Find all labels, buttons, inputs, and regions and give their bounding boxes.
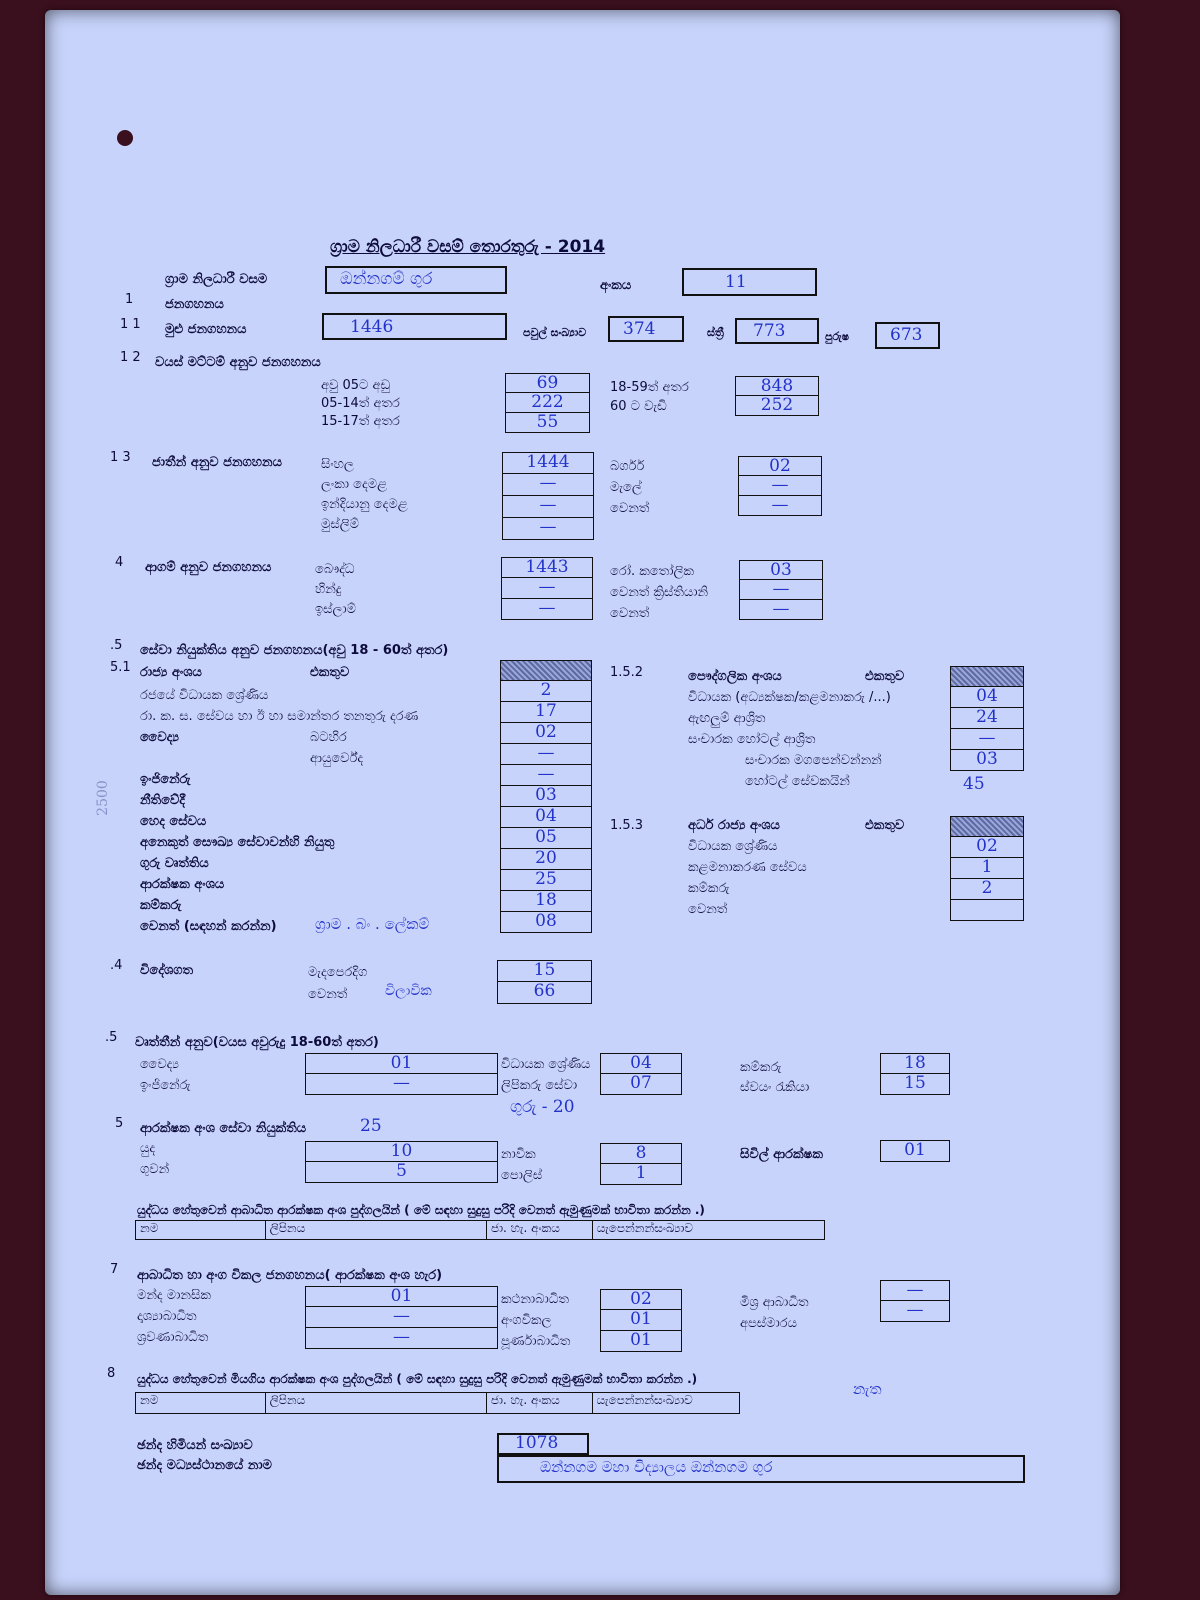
total-pop-label: මුළු ජනගහනය [165, 322, 247, 337]
religion-label: හින්දු [315, 582, 342, 597]
employment-value: — [500, 744, 592, 765]
ethnic-label: සිංහල [321, 457, 354, 472]
employment-value: 03 [500, 786, 592, 807]
families-value: 374 [623, 319, 656, 339]
security-label: යුද [140, 1141, 156, 1156]
employment-value: 04 [500, 807, 592, 828]
security-mid-column [600, 1143, 682, 1185]
civil-value: 01 [880, 1140, 950, 1162]
religion-label: වෙනත් ක්‍රිස්තියානි [610, 585, 709, 600]
foreign-value: 15 [497, 960, 592, 982]
age-column-2 [735, 376, 819, 416]
disabled-value: — [305, 1307, 498, 1328]
security-label: නාවික [501, 1147, 536, 1162]
foreign-label: වෙනත් [308, 987, 348, 1002]
age-value: 69 [505, 373, 590, 393]
ethnic-label: මැලේ [610, 480, 642, 495]
section-1-5-4-num: .4 [110, 958, 123, 973]
private-total-label: එකතුව [865, 669, 905, 684]
security-heading-value: 25 [360, 1116, 382, 1136]
employment-sublabel: බටහිර [310, 730, 347, 745]
table-header: ජා. හැ. අංකය [487, 1393, 593, 1413]
religion-value: 03 [739, 560, 823, 580]
disabled-value: — [305, 1328, 498, 1349]
sub1-num: 5.1 [110, 660, 131, 675]
state-sector-label: රාජ්‍ය අංශය [140, 665, 202, 680]
disabled-label: පූර්ණාබාධිත [501, 1334, 571, 1349]
security-value: 1 [600, 1164, 682, 1185]
employment-label: ඉංජිනේරු [140, 772, 191, 787]
section-1-4-num: 4 [115, 555, 124, 570]
ethnic-column [502, 452, 594, 540]
population-heading: ජනගහනය [165, 297, 224, 312]
religion-value: — [739, 600, 823, 620]
security-heading: ආරක්ෂක අංශ සේවා නියුක්තිය [140, 1121, 307, 1136]
religion-value: — [501, 599, 593, 620]
age-value: 252 [735, 396, 819, 416]
private-row-label: විධායක (අධ්‍යක්ෂක/කළමනාකරු /...) [688, 690, 891, 705]
division-label: ග්‍රාම නිලධාරී වසම [165, 272, 268, 287]
age-label: 15-17ත් අතර [321, 414, 400, 429]
deceased-num: 8 [107, 1366, 116, 1381]
religion-value: — [739, 580, 823, 600]
female-label: ස්ත්‍රී [707, 326, 724, 339]
section-security-num: 5 [115, 1116, 124, 1131]
employment-value: 18 [500, 891, 592, 912]
table-header: ජා. හැ. අංකය [487, 1221, 593, 1239]
table-header: යැපෙන්නන්සංඛ්‍යාව [596, 1221, 693, 1235]
employment-label: කම්කරු [140, 898, 182, 913]
disabled-value: 02 [600, 1289, 682, 1310]
section-1-5-num: .5 [110, 638, 123, 653]
ethnic-value: — [502, 518, 594, 540]
ethnic-label: මුස්ලිම් [321, 517, 359, 532]
employment-label: රා. ක. ස. සේවය හා ඊ හා සමාන්තර තනතුරු දරණ [140, 709, 419, 724]
disabled-label: මන්ද මානසික [137, 1288, 211, 1303]
civil-column [880, 1140, 950, 1162]
semi-num: 1.5.3 [610, 818, 644, 833]
state-total-label: එකතුව [310, 665, 350, 680]
profession-value: 18 [880, 1053, 950, 1074]
profession-label: ඉංජිනේරු [140, 1078, 191, 1093]
disabled-mid-column [600, 1289, 682, 1352]
private-num: 1.5.2 [610, 665, 644, 680]
private-value: 45 [963, 774, 985, 794]
employment-label: රජයේ විධායක ශ්‍රේණිය [140, 688, 269, 703]
families-label: පවුල් සංඛ්‍යාව [523, 326, 587, 339]
profession-left-column [305, 1053, 498, 1095]
ethnic-label: බර්ගර් [610, 459, 645, 474]
ethnic-value: — [502, 496, 594, 518]
employment-value: 05 [500, 828, 592, 849]
employment-value: 20 [500, 849, 592, 870]
employment-label: නීතිවේදී [140, 793, 186, 808]
religion-value: 1443 [501, 557, 593, 578]
disabled-value: 01 [600, 1331, 682, 1352]
security-left-column [305, 1141, 498, 1183]
semi-total-cell [950, 816, 1024, 837]
profession-value: — [305, 1074, 498, 1095]
employment-label: ආරක්ෂක අංශය [140, 877, 225, 892]
disabled-label: ශ්‍රවණාබාධිත [137, 1330, 209, 1345]
division-value: ඔන්නගම් ගුර [340, 269, 433, 289]
age-value: 222 [505, 393, 590, 413]
profession-label: විධායක ශ්‍රේණිය [501, 1057, 591, 1072]
semi-total-label: එකතුව [865, 818, 905, 833]
employment-label: ගුරු වෘත්තිය [140, 856, 209, 871]
voter-count-value: 1078 [515, 1433, 559, 1453]
disabled-heading: ආබාධිත හා අංග විකල ජනගහනය( ආරක්ෂක අංශ හැර) [137, 1268, 443, 1283]
employment-heading: සේවා නියුක්තිය අනුව ජනගහනය(අවු 18 - 60ත් අතර) [140, 643, 449, 658]
security-value: 8 [600, 1143, 682, 1164]
disabled-num: 7 [110, 1262, 119, 1277]
table-header: ලිපිනය [266, 1393, 487, 1413]
employment-value: 17 [500, 702, 592, 723]
disabled-right-column [880, 1280, 950, 1322]
religion-label: බෞද්ධ [315, 562, 355, 577]
polling-center-value: ඔන්නගම මහා විද්‍යාලය ඔන්නගම ගුර [540, 1458, 773, 1476]
age-value: 55 [505, 413, 590, 433]
profession-label: වෛද්‍ය [140, 1057, 179, 1072]
other-note: ග්‍රාම . බං . ලේකම් [315, 915, 430, 933]
private-column [950, 666, 1024, 771]
employment-value: — [500, 765, 592, 786]
disabled-value: — [880, 1280, 950, 1301]
religion-value: — [501, 578, 593, 599]
semi-value: 02 [950, 837, 1024, 858]
foreign-value: 66 [497, 982, 592, 1004]
age-label: 05-14ත් අතර [321, 396, 400, 411]
ethnic-label: ඉන්දියානු දෙමළ [321, 497, 408, 512]
profession-value: 01 [305, 1053, 498, 1074]
age-heading: වයස් මට්ටම් අනුව ජනගහනය [155, 355, 321, 370]
age-label: 60 ට වැඩි [610, 399, 667, 414]
private-label: පෞද්ගලික අංශය [688, 669, 782, 684]
age-value: 848 [735, 376, 819, 396]
religion-column-2 [739, 560, 823, 620]
foreign-column [497, 960, 592, 1004]
private-row-label: සංචාරක මගපෙන්වන්නන් [745, 753, 882, 768]
disabled-left-column [305, 1286, 498, 1349]
private-row-label: ඇඟලුම් ආශ්‍රිත [688, 711, 766, 726]
employment-value: 2 [500, 681, 592, 702]
semi-row-label: විධායක ශ්‍රේණිය [688, 839, 778, 854]
ethnic-value: — [502, 474, 594, 496]
security-label: ගුවන් [140, 1162, 170, 1177]
war-disabled-note: යුද්ධය හේතුවෙන් ආබාධිත ආරක්ෂක අංශ පුද්ගලයින් ( මේ සඳහා සුදුසු පරිදි වෙනත් ඇමුණුමක් භාවිතා කරන්න .) [137, 1203, 705, 1217]
section-1-2-num: 1 2 [120, 350, 141, 365]
disabled-label: කථනාබාධිත [501, 1292, 569, 1307]
security-label: පොලිස් [501, 1168, 543, 1183]
deceased-hand-note: නැත [853, 1380, 882, 1398]
semi-label: අර්ධ රාජ්‍ය අංශය [688, 818, 780, 833]
private-value: 24 [950, 708, 1024, 729]
number-label: අංකය [600, 278, 632, 293]
table-header: නම [136, 1221, 266, 1239]
disabled-label: මිශ්‍ර ආබාධිත [740, 1295, 809, 1310]
employment-label: වෙනත් (සඳහන් කරන්න) [140, 919, 277, 934]
male-label: පුරුෂ [825, 330, 850, 343]
number-box [682, 268, 817, 296]
security-value: 10 [305, 1141, 498, 1162]
private-value: 04 [950, 687, 1024, 708]
religion-column [501, 557, 593, 620]
deceased-heading: යුද්ධය හේතුවෙන් මියගිය ආරක්ෂක අංශ පුද්ගලයින් ( මේ සඳහා සුදුසු පරිදි වෙනත් ඇමුණුමක් භාවිතා කරන්න .) [137, 1372, 698, 1386]
ethnic-value: — [738, 496, 822, 516]
profession-label: ලිපිකරු සේවා [501, 1078, 578, 1093]
section-1-6-num: .5 [105, 1030, 118, 1045]
ethnic-column-2 [738, 456, 822, 516]
punch-hole [117, 130, 133, 146]
disabled-value: — [880, 1301, 950, 1322]
profession-mid-column [600, 1053, 682, 1095]
profession-right-column [880, 1053, 950, 1095]
semi-value: 1 [950, 858, 1024, 879]
male-value: 673 [890, 325, 923, 345]
private-row-label: හෝටල් සේවකයින් [745, 774, 850, 789]
semi-row-label: කම්කරු [688, 881, 730, 896]
deceased-table [135, 1392, 740, 1414]
private-row-label: සංචාරක හෝටල් ආශ්‍රිත [688, 732, 816, 747]
table-header: නම [136, 1393, 266, 1413]
ethnic-value: — [738, 476, 822, 496]
age-label: 18-59ත් අතර [610, 380, 689, 395]
side-note: 2500 [94, 780, 111, 816]
disabled-label: අපස්මාරය [740, 1316, 797, 1331]
section-1-3-num: 1 3 [110, 450, 131, 465]
employment-sublabel: ආයුර්වේද [310, 751, 364, 766]
foreign-note: විලාවික [385, 983, 432, 999]
employment-label: හෙද සේවය [140, 814, 207, 829]
section-1-num: 1 [125, 292, 134, 307]
disabled-value: 01 [305, 1286, 498, 1307]
semi-row-label: කළමනාකරණ සේවය [688, 860, 807, 875]
semi-column [950, 816, 1024, 921]
foreign-heading: විදේශගත [140, 963, 194, 978]
ethnic-value: 1444 [502, 452, 594, 474]
number-value: 11 [725, 272, 747, 292]
profession-label: කම්කරු [740, 1060, 782, 1075]
disabled-label: දෘශ්‍යාබාධිත [137, 1309, 197, 1324]
war-disabled-table [135, 1220, 825, 1240]
table-header: යැපෙන්නන්සංඛ්‍යාව [596, 1393, 693, 1407]
security-value: 5 [305, 1162, 498, 1183]
semi-value: 2 [950, 879, 1024, 900]
voter-count-label: ඡන්ද හිමියන් සංඛ්‍යාව [137, 1438, 253, 1453]
employment-value: 08 [500, 912, 592, 933]
religion-label: ඉස්ලාම් [315, 602, 357, 617]
ethnic-value: 02 [738, 456, 822, 476]
employment-column [500, 660, 592, 933]
table-header: ලිපිනය [266, 1221, 487, 1239]
religion-label: රෝ. කතෝලික [610, 564, 694, 579]
semi-row-label: වෙනත් [688, 902, 728, 917]
employment-label: අනෙකුත් සෞඛ්‍ය සේවාවන්හි නියුතු [140, 835, 335, 850]
profession-value: 07 [600, 1074, 682, 1095]
semi-value [950, 900, 1024, 921]
employment-label: වෛද්‍ය [140, 730, 179, 745]
profession-value: 04 [600, 1053, 682, 1074]
private-value: 03 [950, 750, 1024, 771]
section-1-1-num: 1 1 [120, 317, 141, 332]
religion-label: වෙනත් [610, 606, 650, 621]
private-value: — [950, 729, 1024, 750]
profession-value: 15 [880, 1074, 950, 1095]
employment-value: 02 [500, 723, 592, 744]
profession-note: ගුරු - 20 [510, 1097, 575, 1117]
ethnic-heading: ජාතීන් අනුව ජනගහනය [152, 455, 282, 470]
total-pop-value: 1446 [350, 317, 394, 337]
total-shaded-cell [500, 660, 592, 681]
profession-label: ස්වයං රැකියා [740, 1080, 810, 1095]
disabled-label: අංගවිකල [501, 1313, 552, 1328]
civil-label: සිවිල් ආරක්ෂක [740, 1147, 823, 1162]
private-total-cell [950, 666, 1024, 687]
religion-heading: ආගම් අනුව ජනගහනය [145, 560, 272, 575]
age-label: අවු 05ට අඩු [321, 378, 391, 393]
disabled-value: 01 [600, 1310, 682, 1331]
polling-center-label: ඡන්ද මධ්‍යස්ථානයේ නාම [137, 1458, 272, 1473]
female-value: 773 [753, 321, 786, 341]
employment-value: 25 [500, 870, 592, 891]
age-column [505, 373, 590, 433]
ethnic-label: වෙනත් [610, 501, 650, 516]
profession-heading: වෘත්තීන් අනුව(වයස අවුරුදු 18-60ත් අතර) [135, 1035, 379, 1050]
foreign-label: මැදපෙරදිග [308, 965, 368, 980]
document-page [45, 10, 1120, 1595]
page-title: ග්‍රාම නිලධාරී වසම් තොරතුරු - 2014 [330, 237, 606, 257]
ethnic-label: ලංකා දෙමළ [321, 477, 388, 492]
